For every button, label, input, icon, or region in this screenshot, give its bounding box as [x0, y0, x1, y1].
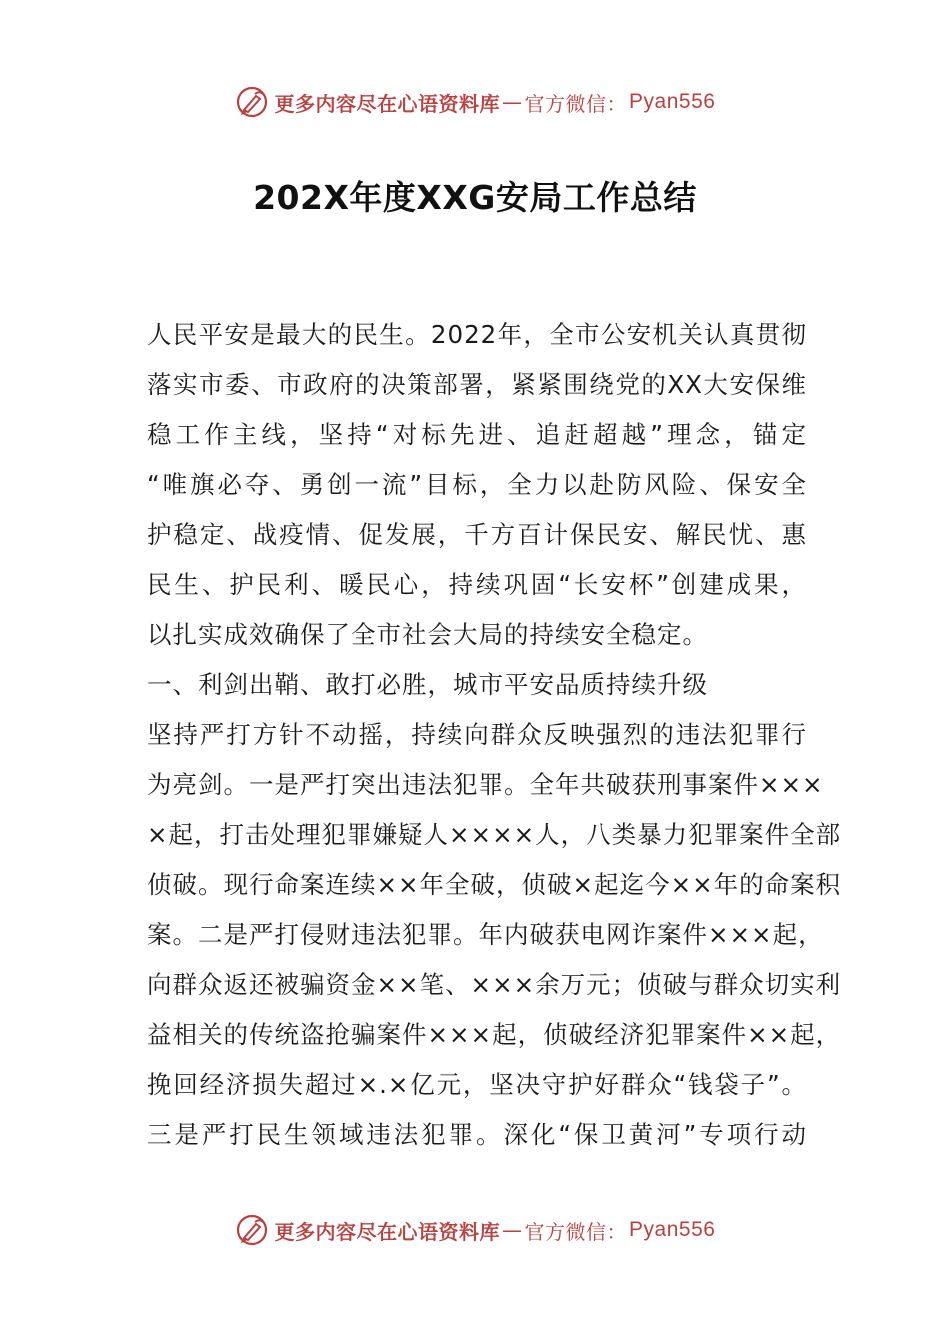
- body-line: 三是严打民生领域违法犯罪。深化“保卫黄河”专项行动: [147, 1120, 807, 1149]
- body-line: “唯旗必夺、勇创一流”目标，全力以赴防风险、保安全: [147, 470, 807, 499]
- body-line: 向群众返还被骗资金××笔、×××余万元；侦破与群众切实利: [147, 970, 842, 999]
- body-line: 益相关的传统盗抢骗案件×××起，侦破经济犯罪案件××起，: [147, 1020, 842, 1049]
- body-line: 坚持严打方针不动摇，持续向群众反映强烈的违法犯罪行: [147, 720, 807, 749]
- body-line: 人民平安是最大的民生。2022年，全市公安机关认真贯彻: [147, 320, 807, 349]
- body-line: 侦破。现行命案连续××年全破，侦破×起迄今××年的命案积: [147, 870, 842, 899]
- document-title: 202X年度XXG安局工作总结: [253, 178, 697, 217]
- body-line: 以扎实成效确保了全市社会大局的持续安全稳定。: [147, 620, 708, 649]
- body-line: 护稳定、战疫情、促发展，千方百计保民安、解民忧、惠: [147, 520, 807, 549]
- watermark-wechat-id: Pyan556: [629, 1218, 716, 1241]
- watermark-separator: —: [502, 90, 523, 114]
- body-line: 稳工作主线，坚持“对标先进、追赶超越”理念，锚定: [147, 420, 807, 449]
- document-body: [147, 310, 842, 1160]
- body-line: ×起，打击处理犯罪嫌疑人××××人，八类暴力犯罪案件全部: [147, 820, 842, 849]
- body-line: 落实市委、市政府的决策部署，紧紧围绕党的XX大安保维: [147, 370, 807, 399]
- watermark-wechat-id: Pyan556: [629, 90, 716, 113]
- watermark-site-text: 更多内容尽在心语资料库: [274, 1219, 501, 1244]
- pen-nib-logo-icon: [235, 85, 269, 119]
- section-heading: 一、利剑出鞘、敢打必胜，城市平安品质持续升级: [147, 670, 708, 699]
- body-line: 案。二是严打侵财违法犯罪。年内破获电网诈案件×××起，: [147, 920, 824, 949]
- watermark-banner-top: [0, 80, 950, 124]
- body-line: 为亮剑。一是严打突出违法犯罪。全年共破获刑事案件×××: [147, 770, 824, 799]
- watermark-banner-bottom: [0, 1208, 950, 1252]
- body-line: 民生、护民利、暖民心，持续巩固“长安杯”创建成果，: [147, 570, 807, 599]
- watermark-site-text: 更多内容尽在心语资料库: [274, 91, 501, 116]
- watermark-wechat-label: 官方微信：: [524, 91, 628, 116]
- watermark-wechat-label: 官方微信：: [524, 1219, 628, 1244]
- body-line: 挽回经济损失超过×.×亿元，坚决守护好群众“钱袋子”。: [147, 1070, 807, 1099]
- pen-nib-logo-icon: [235, 1213, 269, 1247]
- watermark-separator: —: [502, 1218, 523, 1242]
